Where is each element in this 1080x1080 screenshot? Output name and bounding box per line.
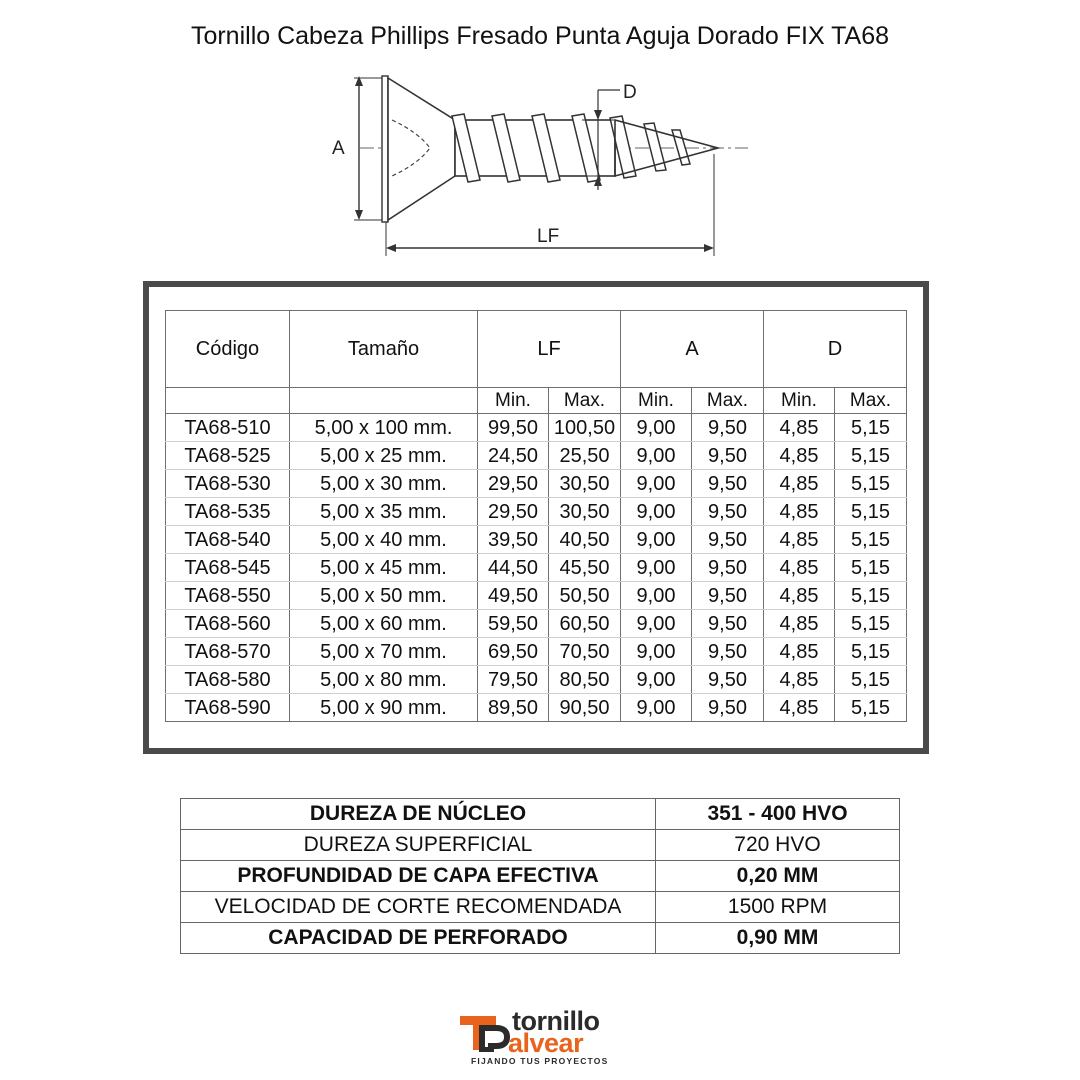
property-label: CAPACIDAD DE PERFORADO — [181, 923, 656, 954]
table-cell: 4,85 — [764, 638, 835, 666]
brand-logo — [458, 1008, 628, 1072]
table-cell: TA68-570 — [166, 638, 290, 666]
subheader-max: Max. — [692, 388, 764, 414]
table-cell: 4,85 — [764, 610, 835, 638]
property-label: DUREZA SUPERFICIAL — [181, 830, 656, 861]
table-cell: 9,50 — [692, 554, 764, 582]
table-cell: 9,00 — [621, 582, 692, 610]
property-label: PROFUNDIDAD DE CAPA EFECTIVA — [181, 861, 656, 892]
table-cell: TA68-550 — [166, 582, 290, 610]
col-header-lf: LF — [478, 311, 621, 388]
screw-diagram — [320, 70, 760, 270]
table-cell: 69,50 — [478, 638, 549, 666]
table-row — [166, 582, 907, 610]
property-label: VELOCIDAD DE CORTE RECOMENDADA — [181, 892, 656, 923]
table-row — [166, 694, 907, 722]
table-cell: TA68-530 — [166, 470, 290, 498]
table-cell: 29,50 — [478, 498, 549, 526]
property-row — [181, 830, 900, 861]
table-cell: TA68-510 — [166, 414, 290, 442]
property-value: 0,20 MM — [656, 861, 900, 892]
table-cell: 80,50 — [549, 666, 621, 694]
table-cell: 4,85 — [764, 582, 835, 610]
table-cell: 9,00 — [621, 694, 692, 722]
spec-table — [165, 310, 907, 722]
table-cell: 5,00 x 30 mm. — [290, 470, 478, 498]
table-cell: TA68-540 — [166, 526, 290, 554]
table-cell: 9,50 — [692, 414, 764, 442]
table-cell: 5,00 x 50 mm. — [290, 582, 478, 610]
table-cell: 5,15 — [835, 414, 907, 442]
table-cell: 9,50 — [692, 582, 764, 610]
table-row — [166, 610, 907, 638]
table-cell: 50,50 — [549, 582, 621, 610]
table-cell: 9,00 — [621, 414, 692, 442]
table-cell: 45,50 — [549, 554, 621, 582]
table-row — [166, 638, 907, 666]
table-cell: 24,50 — [478, 442, 549, 470]
table-cell: 9,50 — [692, 638, 764, 666]
table-cell: TA68-525 — [166, 442, 290, 470]
table-cell: 4,85 — [764, 526, 835, 554]
table-cell: 49,50 — [478, 582, 549, 610]
table-cell: 9,00 — [621, 442, 692, 470]
table-cell: 5,00 x 25 mm. — [290, 442, 478, 470]
col-header-size: Tamaño — [290, 311, 478, 388]
table-cell: 5,15 — [835, 498, 907, 526]
table-cell: 40,50 — [549, 526, 621, 554]
logo-word-alvear: alvear — [508, 1028, 584, 1058]
property-value: 0,90 MM — [656, 923, 900, 954]
table-cell: 9,00 — [621, 498, 692, 526]
subheader-max: Max. — [835, 388, 907, 414]
property-row — [181, 799, 900, 830]
table-cell: 4,85 — [764, 498, 835, 526]
property-value: 351 - 400 HVO — [656, 799, 900, 830]
label-lf: LF — [537, 226, 560, 247]
table-cell: 25,50 — [549, 442, 621, 470]
table-cell: 4,85 — [764, 554, 835, 582]
table-cell: 39,50 — [478, 526, 549, 554]
table-cell: 60,50 — [549, 610, 621, 638]
property-row — [181, 923, 900, 954]
col-header-a: A — [621, 311, 764, 388]
table-cell: TA68-545 — [166, 554, 290, 582]
table-cell: TA68-535 — [166, 498, 290, 526]
col-header-code: Código — [166, 311, 290, 388]
table-cell: 9,50 — [692, 526, 764, 554]
table-cell: 9,50 — [692, 694, 764, 722]
table-cell: 9,00 — [621, 554, 692, 582]
subheader-min: Min. — [764, 388, 835, 414]
table-cell: 5,15 — [835, 442, 907, 470]
table-cell: 5,15 — [835, 638, 907, 666]
table-cell: 90,50 — [549, 694, 621, 722]
table-cell: 99,50 — [478, 414, 549, 442]
table-cell: TA68-580 — [166, 666, 290, 694]
table-cell: 5,00 x 35 mm. — [290, 498, 478, 526]
table-cell: 44,50 — [478, 554, 549, 582]
table-cell: 5,00 x 80 mm. — [290, 666, 478, 694]
table-cell: 5,00 x 45 mm. — [290, 554, 478, 582]
table-cell: 4,85 — [764, 666, 835, 694]
property-label: DUREZA DE NÚCLEO — [181, 799, 656, 830]
table-row — [166, 442, 907, 470]
col-header-d: D — [764, 311, 907, 388]
subheader-max: Max. — [549, 388, 621, 414]
table-cell: 70,50 — [549, 638, 621, 666]
logo-word-tornillo: tornillo — [512, 1006, 600, 1036]
table-cell: TA68-560 — [166, 610, 290, 638]
table-cell: 5,15 — [835, 526, 907, 554]
table-row — [166, 498, 907, 526]
table-cell: 9,00 — [621, 638, 692, 666]
table-row — [166, 666, 907, 694]
table-cell: 5,00 x 90 mm. — [290, 694, 478, 722]
table-cell: 79,50 — [478, 666, 549, 694]
property-value: 1500 RPM — [656, 892, 900, 923]
table-cell: 59,50 — [478, 610, 549, 638]
table-cell: 5,00 x 60 mm. — [290, 610, 478, 638]
table-cell: 9,50 — [692, 610, 764, 638]
table-cell: 4,85 — [764, 414, 835, 442]
table-cell: 5,15 — [835, 610, 907, 638]
table-cell: TA68-590 — [166, 694, 290, 722]
logo-tagline: FIJANDO TUS PROYECTOS — [471, 1056, 609, 1066]
table-cell: 9,50 — [692, 498, 764, 526]
table-cell: 100,50 — [549, 414, 621, 442]
table-cell: 4,85 — [764, 694, 835, 722]
table-cell: 5,15 — [835, 666, 907, 694]
page-title: Tornillo Cabeza Phillips Fresado Punta Aguja Dorado FIX TA68 — [190, 22, 890, 50]
table-cell: 9,50 — [692, 666, 764, 694]
label-d: D — [623, 82, 637, 103]
table-row — [166, 526, 907, 554]
table-cell: 5,15 — [835, 470, 907, 498]
property-row — [181, 861, 900, 892]
logo-mark-icon — [458, 1012, 510, 1052]
table-cell: 5,15 — [835, 554, 907, 582]
table-cell: 9,50 — [692, 442, 764, 470]
table-cell: 9,00 — [621, 470, 692, 498]
subheader-min: Min. — [621, 388, 692, 414]
table-row — [166, 470, 907, 498]
table-cell: 5,15 — [835, 582, 907, 610]
table-cell: 89,50 — [478, 694, 549, 722]
table-cell: 5,00 x 70 mm. — [290, 638, 478, 666]
table-row — [166, 414, 907, 442]
table-row — [166, 554, 907, 582]
label-a: A — [332, 138, 345, 159]
subheader-min: Min. — [478, 388, 549, 414]
table-cell: 30,50 — [549, 498, 621, 526]
table-cell: 9,50 — [692, 470, 764, 498]
table-cell: 9,00 — [621, 610, 692, 638]
table-cell: 5,15 — [835, 694, 907, 722]
table-cell: 5,00 x 100 mm. — [290, 414, 478, 442]
property-value: 720 HVO — [656, 830, 900, 861]
table-cell: 5,00 x 40 mm. — [290, 526, 478, 554]
table-cell: 29,50 — [478, 470, 549, 498]
table-cell: 30,50 — [549, 470, 621, 498]
properties-table — [180, 798, 900, 954]
table-cell: 4,85 — [764, 470, 835, 498]
table-cell: 4,85 — [764, 442, 835, 470]
property-row — [181, 892, 900, 923]
table-cell: 9,00 — [621, 666, 692, 694]
table-cell: 9,00 — [621, 526, 692, 554]
